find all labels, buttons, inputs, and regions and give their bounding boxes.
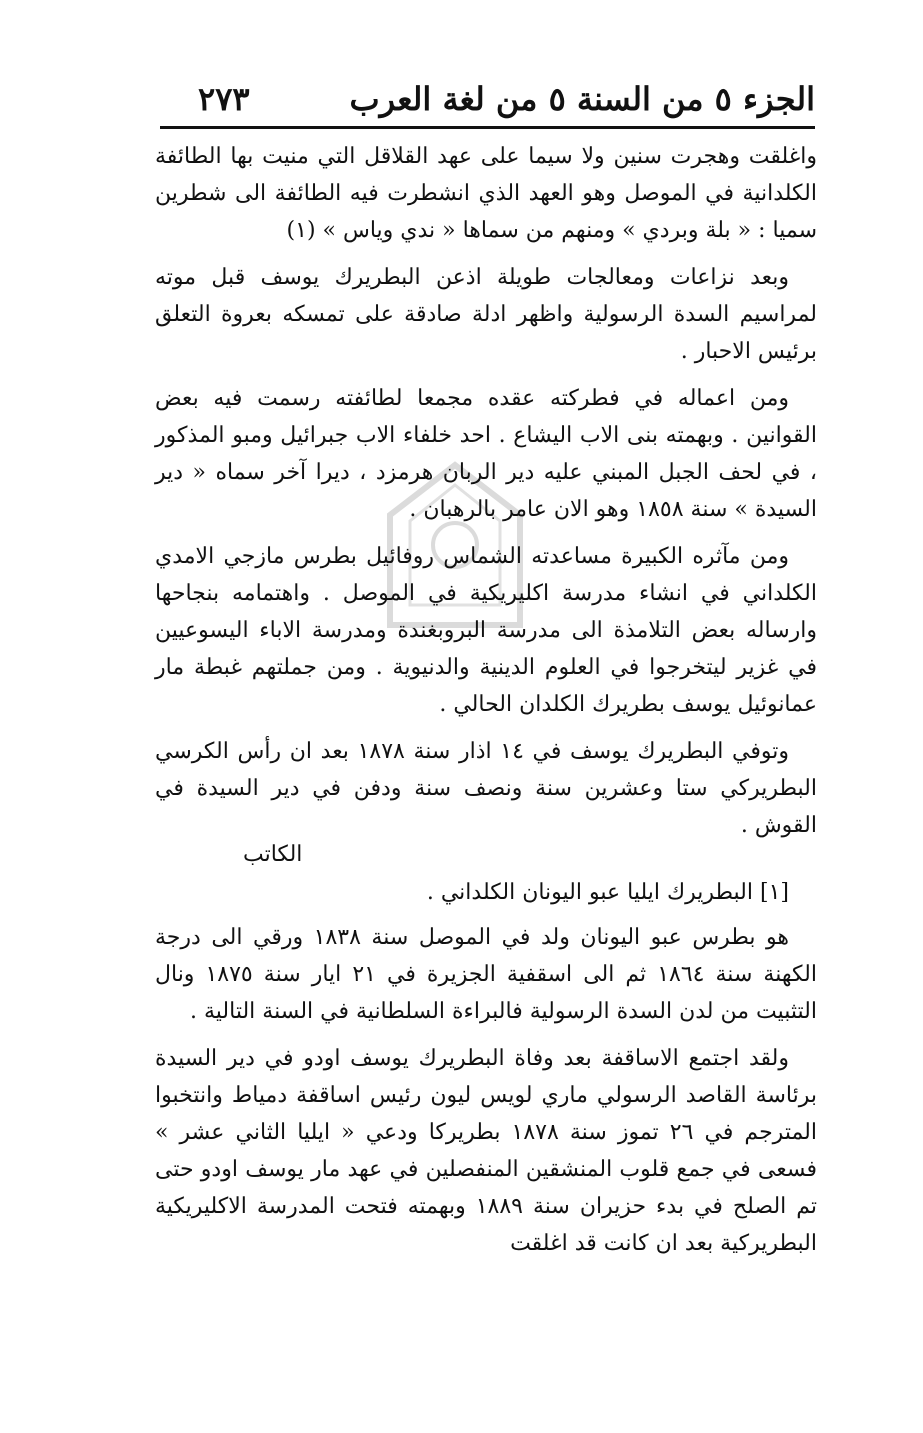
- paragraph: وبعد نزاعات ومعالجات طويلة اذعن البطريرك يوسف قبل موته لمراسيم السدة الرسولية واظهر ادلة صادقة على تمسكه بعروة التعلق برئيس الاحبار .: [155, 265, 817, 364]
- paragraph: ولقد اجتمع الاساقفة بعد وفاة البطريرك يوسف اودو في دير السيدة برئاسة القاصد الرسولي ماري لويس ليون رئيس اساقفة دمياط وانتخبوا المترجم في ٢٦ تموز سنة ١٨٧٨ بطريركا ودعي « ايليا الثاني عشر » فسعى في جمع قلوب المنشقين المنفصلين في عهد مار يوسف اودو حتى تم الصلح في بدء حزيران سنة ١٨٨٩ وبهمته فتحت المدرسة الاكليريكية البطريركية بعد ان كانت قد اغلقت: [155, 1046, 817, 1256]
- paragraph: هو بطرس عبو اليونان ولد في الموصل سنة ١٨٣٨ ورقي الى درجة الكهنة سنة ١٨٦٤ ثم الى اسقفية الجزيرة في ٢١ ايار سنة ١٨٧٥ ونال التثبيت من لدن السدة الرسولية فالبراءة السلطانية في السنة التالية .: [155, 925, 817, 1024]
- header-rule: [160, 126, 815, 129]
- running-header: [160, 58, 815, 122]
- page-number: ٢٧٣: [198, 80, 250, 118]
- author-signature: الكاتب: [243, 842, 303, 867]
- paragraph: واغلقت وهجرت سنين ولا سيما على عهد القلاقل التي منيت بها الطائفة الكلدانية في الموصل وهو العهد الذي انشطرت فيه الطائفة الى شطرين سميا : « بلة وبردي » ومنهم من سماها « ندي وياس » (١): [155, 144, 817, 243]
- header-title: الجزء ٥ من السنة ٥ من لغة العرب: [349, 80, 815, 118]
- paragraph: ومن مآثره الكبيرة مساعدته الشماس روفائيل بطرس مازجي الامدي الكلداني في انشاء مدرسة اكليريكية في الموصل . واهتمامه بنجاحها وارساله بعض التلامذة الى مدرسة البروبغندة ومدرسة الاباء اليسوعيين في غزير ليتخرجوا في العلوم الدينية والدنيوية . ومن جملتهم غبطة مار عمانوئيل يوسف بطريرك الكلدان الحالي .: [155, 544, 818, 717]
- paragraph: ومن اعماله في فطركته عقده مجمعا لطائفته رسمت فيه بعض القوانين . وبهمته بنى الاب اليشاع . احد خلفاء الاب جبرائيل ومبو المذكور ، في لحف الجبل المبني عليه دير الربان هرمزد ، ديرا آخر سماه « دير السيدة » سنة ١٨٥٨ وهو الان عامر بالرهبان .: [155, 386, 817, 522]
- section-heading: [١] البطريرك ايليا عبو اليونان الكلداني .: [426, 880, 789, 905]
- article-body: [155, 138, 817, 1272]
- paragraph: وتوفي البطريرك يوسف في ١٤ اذار سنة ١٨٧٨ بعد ان رأس الكرسي البطريركي ستا وعشرين سنة ونصف سنة ودفن في دير السيدة في القوش .: [155, 739, 817, 838]
